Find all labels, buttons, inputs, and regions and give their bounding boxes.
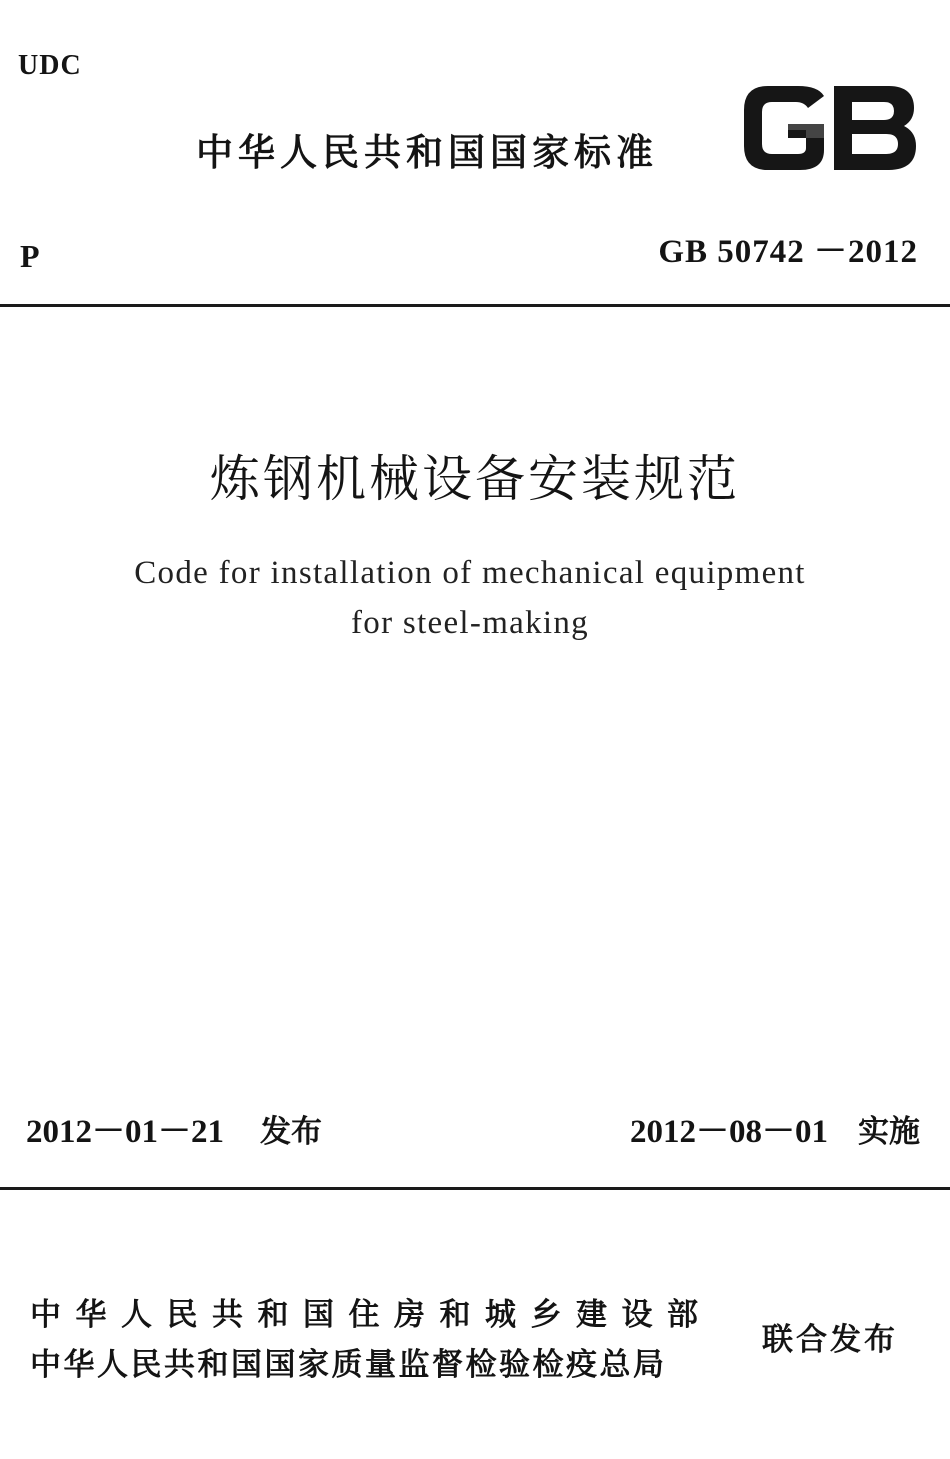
standard-type-title: 中华人民共和国国家标准 [196, 131, 658, 174]
gb-logo [738, 80, 920, 176]
english-title-line2: for steel-making [351, 605, 589, 641]
issuer-quality-administration: 中华人民共和国国家质量监督检验检疫总局 [30, 1347, 667, 1383]
issue-date: 2012－01－21 [26, 1114, 224, 1150]
chinese-title: 炼钢机械设备安装规范 [210, 450, 740, 508]
udc-label: UDC [18, 50, 82, 81]
issuer-ministry-housing: 中华人民共和国住房和城乡建设部 [30, 1297, 713, 1333]
issue-date-row [26, 1116, 322, 1149]
implementation-date-row [630, 1116, 920, 1149]
standard-number: GB 50742 －2012 [658, 234, 918, 270]
english-title [0, 548, 940, 648]
joint-issue-label: 联合发布 [762, 1322, 898, 1358]
issue-label: 发布 [260, 1114, 322, 1150]
top-divider [0, 304, 950, 307]
english-title-line1: Code for installation of mechanical equipment [134, 555, 806, 591]
bottom-divider [0, 1187, 950, 1190]
implementation-date: 2012－08－01 [630, 1114, 828, 1150]
implementation-label: 实施 [858, 1114, 920, 1150]
category-code: P [20, 238, 40, 274]
